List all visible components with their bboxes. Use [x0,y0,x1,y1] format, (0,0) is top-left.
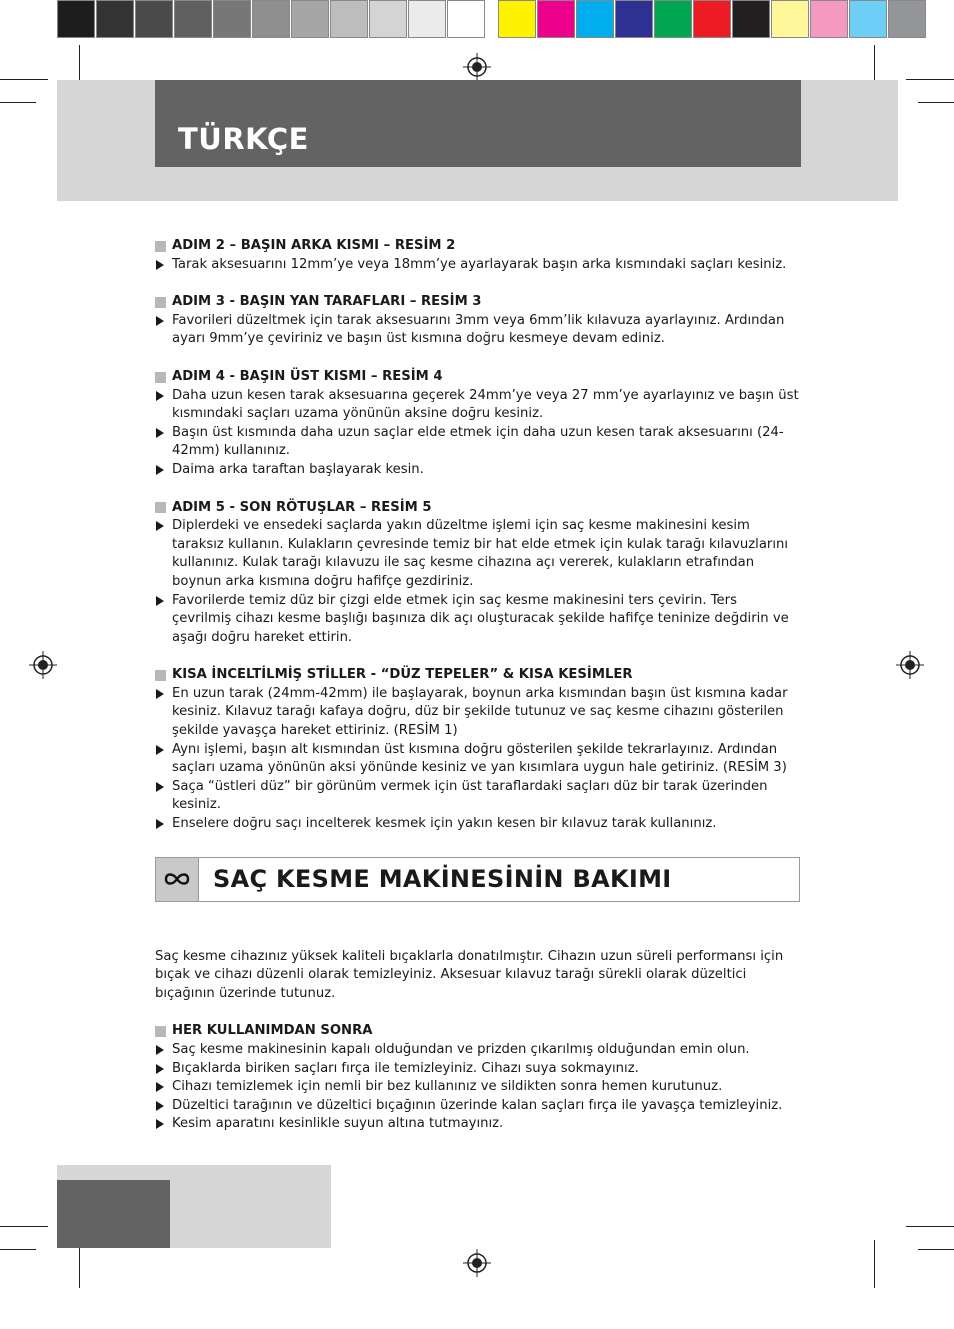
bullet-list [155,256,800,275]
bullet-triangle-icon [156,782,164,792]
infinity-icon [163,871,191,887]
after-use-section [155,1022,800,1134]
color-swatch [693,0,731,38]
list-item-text: Daima arka taraftan başlayarak kesin. [172,461,424,477]
list-item [155,517,800,591]
color-swatch [576,0,614,38]
color-swatch [732,0,770,38]
instruction-section [155,237,800,274]
bullet-triangle-icon [156,1082,164,1092]
color-swatch [408,0,446,38]
color-swatch [213,0,251,38]
list-item [155,1041,800,1060]
list-item-text: Cihazı temizlemek için nemli bir bez kullanınız ve sildikten sonra hemen kurutunuz. [172,1079,723,1095]
page-title: TÜRKÇE [178,122,309,156]
list-item [155,815,800,834]
section-heading-text: ADIM 3 - BAŞIN YAN TARAFLARI – RESİM 3 [172,294,482,310]
list-item-text: Saç kesme makinesinin kapalı olduğundan ve prizden çıkarılmış olduğundan emin olun. [172,1042,750,1057]
bullet-list [155,387,800,480]
bullet-triangle-icon [156,260,164,270]
color-swatch [252,0,290,38]
color-swatch [537,0,575,38]
list-item [155,592,800,648]
bullet-triangle-icon [156,521,164,531]
color-swatch [330,0,368,38]
list-item-text: En uzun tarak (24mm-42mm) ile başlayarak, boynun arka kısmından başın üst kısmına kadar kesiniz. Kılavuz tarağı kafaya doğru, düz bir şekilde tutunuz ve saç kesme cihazını gösterilen şekilde yavaşça hareket ettiriniz. (RESİM 1) [172,685,788,739]
color-swatch [369,0,407,38]
color-swatch [615,0,653,38]
list-item [155,778,800,815]
list-item-text: Başın üst kısmında daha uzun saçlar elde etmek için daha uzun kesen tarak aksesuarını (24-42mm) kullanınız. [172,424,784,459]
bullet-triangle-icon [156,391,164,401]
section-heading-text: ADIM 4 - BAŞIN ÜST KISMI – RESİM 4 [172,368,443,384]
list-item [155,685,800,741]
section-heading [155,293,800,312]
heading-square-icon [155,372,166,383]
list-item [155,1115,800,1134]
bullet-triangle-icon [156,428,164,438]
heading-square-icon [155,297,166,308]
bullet-triangle-icon [156,1045,164,1055]
color-calibration-bar [57,0,927,38]
list-item [155,387,800,424]
process-color-swatches [498,0,927,38]
heading-square-icon [155,241,166,252]
color-swatch [57,0,95,38]
instruction-sections [155,237,800,834]
color-swatch [96,0,134,38]
heading-square-icon [155,670,166,681]
color-swatch [888,0,926,38]
bullet-triangle-icon [156,1119,164,1129]
list-item [155,312,800,349]
bullet-triangle-icon [156,745,164,755]
maintenance-title-box [155,857,800,902]
color-swatch [447,0,485,38]
list-item [155,424,800,461]
bullet-triangle-icon [156,1064,164,1074]
registration-mark-icon [896,651,924,679]
icon-box [156,858,199,901]
color-swatch [135,0,173,38]
color-swatch [498,0,536,38]
instruction-section [155,293,800,349]
page-number-box [57,1180,170,1248]
list-item-text: Diplerdeki ve ensedeki saçlarda yakın düzeltme işlemi için saç kesme makinesini kesim taraksız kullanın. Kulakların çevresinde temiz bir hat elde etmek için kulak tarağı kılavuzlarını kullanınız. Kulak tarağı kılavuzu ile saç kesme cihazına açı vererek, kulakların etrafından boynun arka kısmına doğru hafifçe gezdiriniz. [172,518,789,589]
heading-square-icon [155,1026,166,1037]
list-item [155,461,800,480]
list-item-text: Aynı işlemi, başın alt kısmından üst kısmına doğru gösterilen şekilde tekrarlayınız. Ardından saçları uzama yönünün aksi yönünde kesiniz ve yan kısımlara uygun hale getiriniz. (RESİM 3) [172,741,787,776]
list-item-text: Favorilerde temiz düz bir çizgi elde etmek için saç kesme makinesini ters çevirin. Ters çevrilmiş cihazı kesme başlığı başınıza dik açı oluşturacak şekilde hafifçe teninize değdirin ve aşağı doğru hareket ettirin. [172,592,789,645]
list-item [155,741,800,778]
bullet-triangle-icon [156,316,164,326]
color-swatch [810,0,848,38]
registration-mark-icon [463,53,491,81]
list-item [155,1097,800,1116]
bullet-list [155,312,800,349]
maintenance-title: SAÇ KESME MAKİNESİNİN BAKIMI [213,864,672,893]
section-heading [155,368,800,387]
list-item-text: Enselere doğru saçı incelterek kesmek için yakın kesen bir kılavuz tarak kullanınız. [172,816,717,832]
registration-mark-icon [463,1249,491,1277]
bullet-list [155,685,800,834]
bullet-list [155,517,800,647]
list-item [155,1078,800,1097]
bullet-triangle-icon [156,465,164,475]
list-item-text: Tarak aksesuarını 12mm’ye veya 18mm’ye ayarlayarak başın arka kısmındaki saçları kesiniz. [172,256,787,272]
list-item-text: Daha uzun kesen tarak aksesuarına geçerek 24mm’ye veya 27 mm’ye ayarlayınız ve başın üst kısmındaki saçları uzama yönünün aksine doğru kesiniz. [172,387,799,422]
section-heading-text: KISA İNCELTİLMİŞ STİLLER - “DÜZ TEPELER” & KISA KESİMLER [172,667,633,683]
instruction-section [155,368,800,480]
list-item [155,256,800,275]
color-swatch [771,0,809,38]
section-heading [155,1022,800,1041]
list-item-text: Favorileri düzeltmek için tarak aksesuarını 3mm veya 6mm’lik kılavuza ayarlayınız. Ardından ayarı 9mm’ye çeviriniz ve başın üst kısmına doğru kesmeye devam ediniz. [172,312,785,347]
list-item-text: Kesim aparatını kesinlikle suyun altına tutmayınız. [172,1116,504,1132]
main-content [155,237,800,1153]
color-swatch [174,0,212,38]
bullet-triangle-icon [156,596,164,606]
section-heading-text: ADIM 5 - SON RÖTUŞLAR – RESİM 5 [172,499,432,515]
color-swatch [654,0,692,38]
list-item-text: Düzeltici tarağının ve düzeltici bıçağının üzerinde kalan saçları fırça ile yavaşça temizleyiniz. [172,1097,783,1113]
heading-square-icon [155,502,166,513]
section-heading-text: ADIM 2 – BAŞIN ARKA KISMI – RESİM 2 [172,238,456,253]
section-heading [155,237,800,256]
bullet-triangle-icon [156,1101,164,1111]
instruction-section [155,499,800,648]
color-swatch [849,0,887,38]
list-item-text: Bıçaklarda biriken saçları fırça ile temizleyiniz. Cihazı suya sokmayınız. [172,1060,639,1076]
bullet-triangle-icon [156,819,164,829]
section-heading [155,499,800,518]
registration-mark-icon [29,651,57,679]
list-item-text: Saça “üstleri düz” bir görünüm vermek için üst taraflardaki saçları düz bir tarak üzerinden kesiniz. [172,778,768,813]
instruction-section [155,666,800,833]
color-swatch [291,0,329,38]
list-item [155,1060,800,1079]
bullet-triangle-icon [156,689,164,699]
after-use-list [155,1041,800,1134]
maintenance-intro: Saç kesme cihazınız yüksek kaliteli bıçaklarla donatılmıştır. Cihazın uzun süreli performansı için bıçak ve cihazı düzenli olarak temizleyiniz. Aksesuar kılavuz tarağı sürekli olarak düzeltici bıçağının üzerinde tutunuz. [155,948,784,1001]
section-heading [155,666,800,685]
section-heading-text: HER KULLANIMDAN SONRA [172,1023,373,1039]
grayscale-swatches [57,0,486,38]
